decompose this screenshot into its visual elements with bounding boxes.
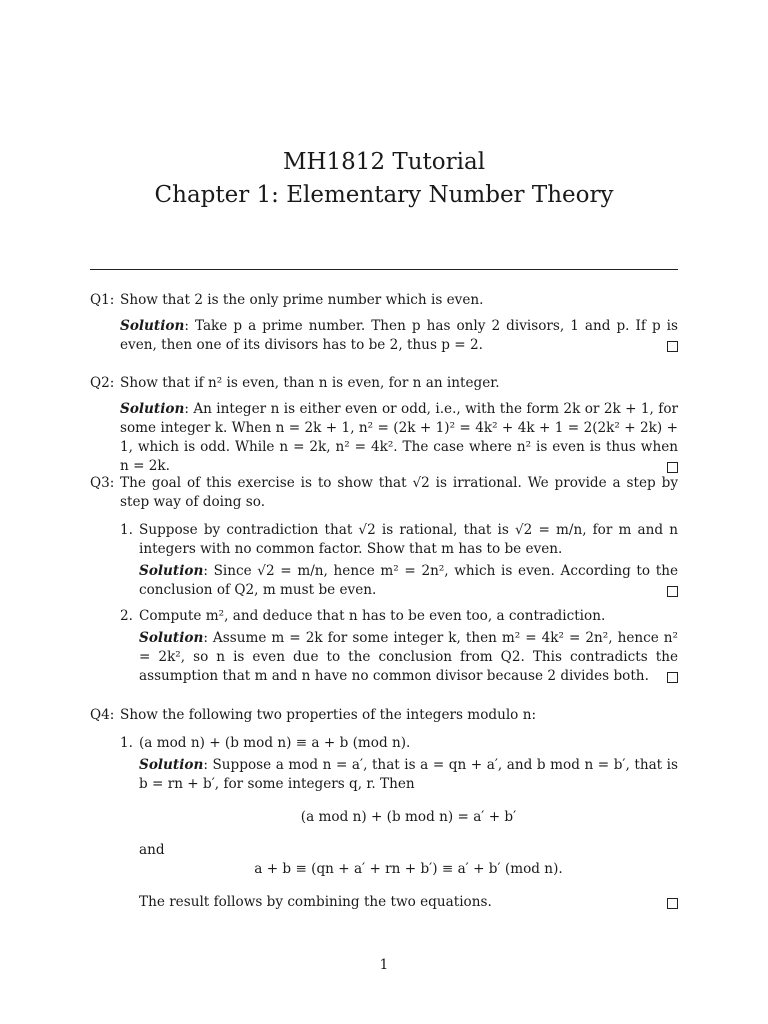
question-label: Q3: <box>90 475 115 491</box>
list-item <box>120 734 678 912</box>
display-equation-2: a + b ≡ (qn + a′ + rn + b′) ≡ a′ + b′ (mod n). <box>254 861 563 877</box>
page-number: 1 <box>379 957 389 973</box>
item-text: Compute m², and deduce that n has to be even too, a contradiction. <box>139 608 606 624</box>
solution-text: Suppose a mod n = a′, that is a = qn + a′, and b mod n = b′, that is b = rn + b′, for some integers q, r. Then <box>139 757 679 792</box>
solution-text: Since √2 = m/n, hence m² = 2n², which is even. According to the conclusion of Q2, m must be even. <box>139 563 679 598</box>
solution-text: Take p a prime number. Then p has only 2 divisors, 1 and p. If p is even, then one of its divisors has to be 2, thus p = 2. <box>120 318 678 353</box>
question-text: The goal of this exercise is to show that √2 is irrational. We provide a step by step way of doing so. <box>120 475 678 510</box>
solution: Solution: Take p a prime number. Then p has only 2 divisors, 1 and p. If p is even, then one of its divisors has to be 2, thus p = 2. <box>120 318 678 353</box>
item-text: Suppose by contradiction that √2 is rational, that is √2 = m/n, for m and n integers with no common factor. Show that m has to be even. <box>139 522 678 557</box>
list-item <box>120 521 678 600</box>
list-item <box>120 607 678 686</box>
question-label: Q1: <box>90 292 115 308</box>
question-4 <box>90 706 678 919</box>
solution-text: Assume m = 2k for some integer k, then m² = 4k² = 2n², hence n² = 2k², so n is even due to the conclusion from Q2. This contradicts the assumption that m and n have no common divisor because 2 divides both. <box>139 630 678 684</box>
title-line-1: MH1812 Tutorial <box>282 149 486 175</box>
document-title <box>0 146 768 212</box>
qed-square-icon <box>667 672 678 683</box>
item-number: 1. <box>120 522 133 538</box>
question-label: Q4: <box>90 707 115 723</box>
solution-keyword: Solution <box>139 757 204 773</box>
question-text: Show the following two properties of the integers modulo n: <box>120 707 537 723</box>
solution-keyword: Solution <box>139 563 204 579</box>
solution: Solution: Since √2 = m/n, hence m² = 2n², which is even. According to the conclusion of Q2, m must be even. <box>139 563 679 598</box>
title-line-2: Chapter 1: Elementary Number Theory <box>154 182 614 208</box>
question-text: Show that 2 is the only prime number which is even. <box>120 292 484 308</box>
solution-keyword: Solution <box>120 401 185 417</box>
solution-keyword: Solution <box>120 318 185 334</box>
solution: Solution: Assume m = 2k for some integer k, then m² = 4k² = 2n², hence n² = 2k², so n is even due to the conclusion from Q2. This contradicts the assumption that m and n have no common divisor because 2 divides both. <box>139 630 678 684</box>
solution-keyword: Solution <box>139 630 204 646</box>
item-list <box>120 521 678 686</box>
qed-square-icon <box>667 341 678 352</box>
solution: Solution: Suppose a mod n = a′, that is a = qn + a′, and b mod n = b′, that is b = rn + b′, for some integers q, r. Then <box>139 757 679 792</box>
conclusion <box>139 893 678 912</box>
question-1 <box>90 291 678 355</box>
display-equation-1: (a mod n) + (b mod n) = a′ + b′ <box>300 809 517 825</box>
horizontal-rule <box>90 269 678 270</box>
question-label: Q2: <box>90 375 115 391</box>
question-2 <box>90 374 678 476</box>
qed-square-icon <box>667 462 678 473</box>
item-number: 2. <box>120 608 133 624</box>
question-3 <box>90 474 678 693</box>
item-text: (a mod n) + (b mod n) ≡ a + b (mod n). <box>139 735 411 751</box>
item-list <box>120 734 678 912</box>
conclusion-text: The result follows by combining the two equations. <box>139 894 492 910</box>
and-word: and <box>139 842 165 858</box>
item-number: 1. <box>120 735 133 751</box>
qed-square-icon <box>667 898 678 909</box>
qed-square-icon <box>667 586 678 597</box>
question-text: Show that if n² is even, than n is even, for n an integer. <box>120 375 500 391</box>
solution: Solution: An integer n is either even or odd, i.e., with the form 2k or 2k + 1, for some integer k. When n = 2k + 1, n² = (2k + 1)² = 4k² + 4k + 1 = 2(2k² + 2k) + 1, which is odd. While n = 2k, n² = 4k². The case where n² is even is thus when n = 2k. <box>120 401 679 474</box>
solution-text: An integer n is either even or odd, i.e., with the form 2k or 2k + 1, for some integer k. When n = 2k + 1, n² = (2k + 1)² = 4k² + 4k + 1 = 2(2k² + 2k) + 1, which is odd. While n = 2k, n² = 4k². The case where n² is even is thus when n = 2k. <box>120 401 679 474</box>
